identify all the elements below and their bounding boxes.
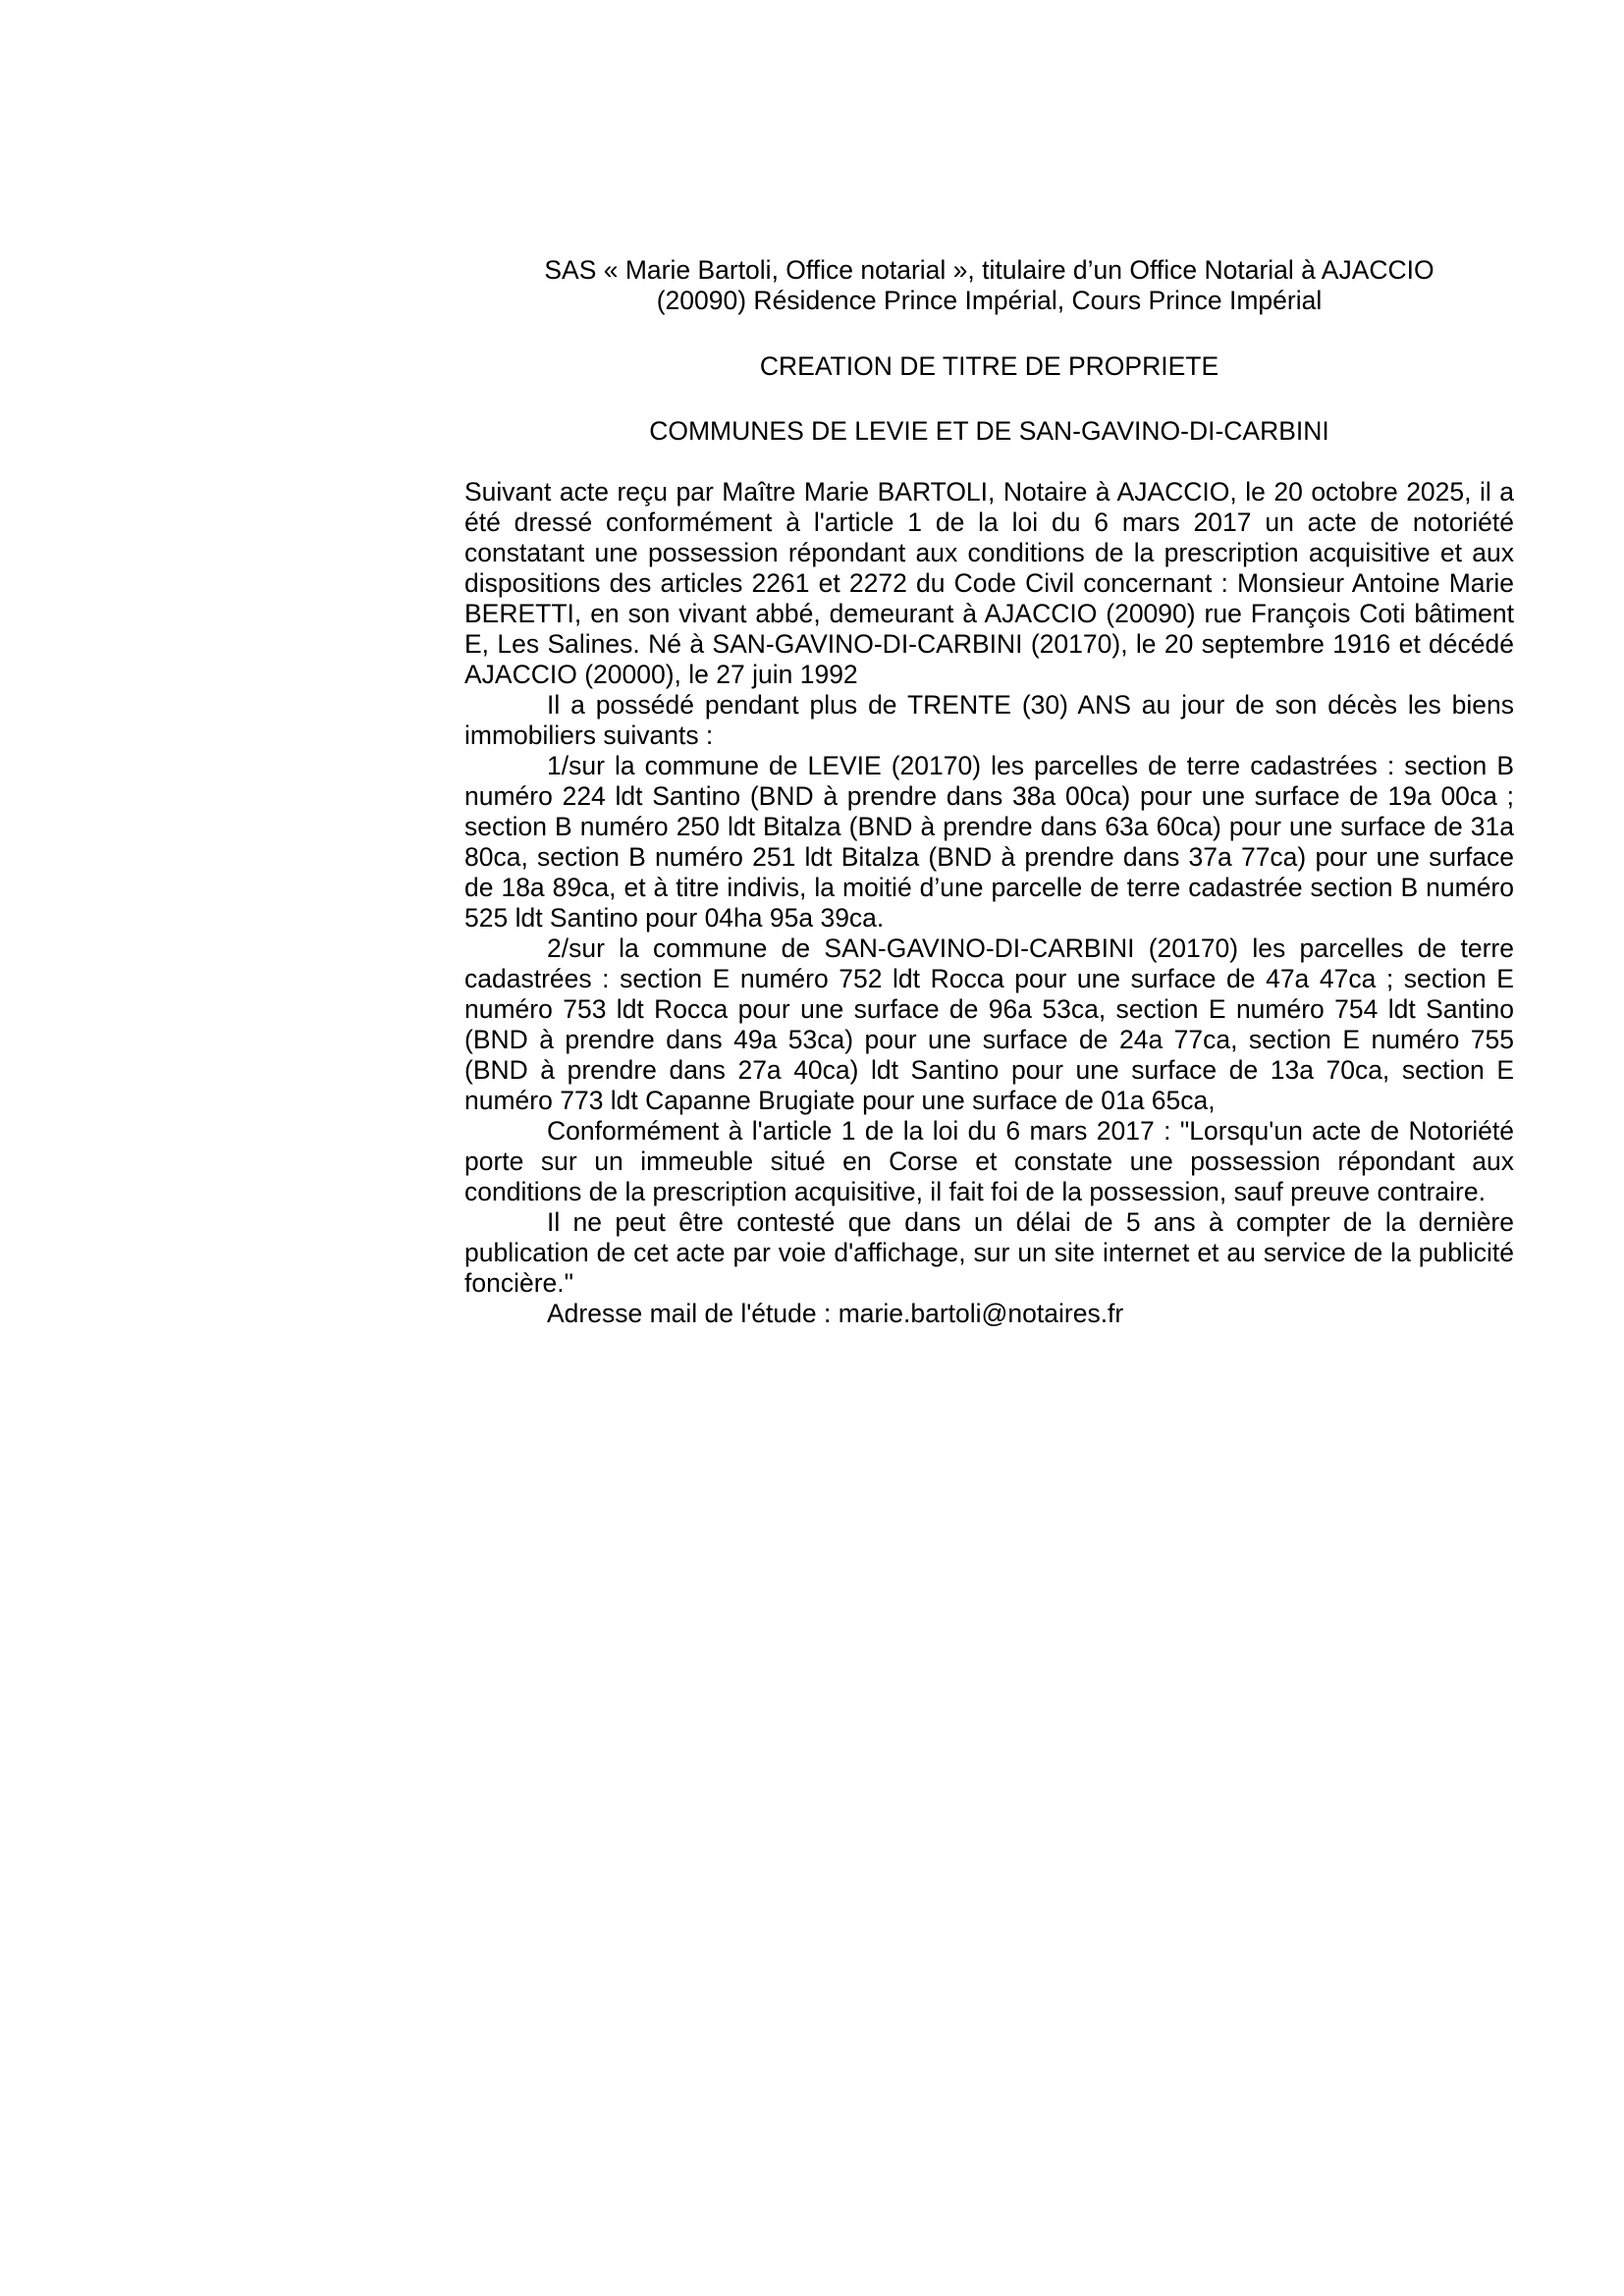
paragraph-delai-contestation: Il ne peut être contesté que dans un délai de 5 ans à compter de la dernière publication de cet acte par voie d'affichage, sur un site internet et au service de la publicité foncière.": [464, 1207, 1514, 1298]
document-body: [464, 477, 1514, 1329]
document-title: CREATION DE TITRE DE PROPRIETE: [759, 351, 1219, 381]
paragraph-adresse-mail: Adresse mail de l'étude : marie.bartoli@notaires.fr: [547, 1299, 1124, 1328]
office-header-line-2: (20090) Résidence Prince Impérial, Cours Prince Impérial: [656, 286, 1323, 315]
office-header-line-1: SAS « Marie Bartoli, Office notarial », titulaire d’un Office Notarial à AJACCIO: [544, 255, 1435, 285]
paragraph-article-loi: Conformément à l'article 1 de la loi du 6 mars 2017 : "Lorsqu'un acte de Notoriété porte sur un immeuble situé en Corse et constate une possession répondant aux conditions de la prescription acquisitive, il fait foi de la possession, sauf preuve contraire.: [464, 1116, 1514, 1206]
paragraph-parcelles-san-gavino: 2/sur la commune de SAN-GAVINO-DI-CARBINI (20170) les parcelles de terre cadastrées : section E numéro 752 ldt Rocca pour une surface de 47a 47ca ; section E numéro 753 ldt Rocca pour une surface de 96a 53ca, section E numéro 754 ldt Santino (BND à prendre dans 49a 53ca) pour une surface de 24a 77ca, section E numéro 755 (BND à prendre dans 27a 40ca) ldt Santino pour une surface de 13a 70ca, section E numéro 773 ldt Capanne Brugiate pour une surface de 01a 65ca,: [464, 934, 1514, 1115]
document-subtitle-communes: COMMUNES DE LEVIE ET DE SAN-GAVINO-DI-CARBINI: [649, 416, 1329, 446]
paragraph-parcelles-levie: 1/sur la commune de LEVIE (20170) les parcelles de terre cadastrées : section B numéro 224 ldt Santino (BND à prendre dans 38a 00ca) pour une surface de 19a 00ca ; section B numéro 250 ldt Bitalza (BND à prendre dans 63a 60ca) pour une surface de 31a 80ca, section B numéro 251 ldt Bitalza (BND à prendre dans 37a 77ca) pour une surface de 18a 89ca, et à titre indivis, la moitié d’une parcelle de terre cadastrée section B numéro 525 ldt Santino pour 04ha 95a 39ca.: [464, 751, 1514, 933]
paragraph-acte-notoriete: Suivant acte reçu par Maître Marie BARTOLI, Notaire à AJACCIO, le 20 octobre 2025, il a été dressé conformément à l'article 1 de la loi du 6 mars 2017 un acte de notoriété constatant une possession répondant aux conditions de la prescription acquisitive et aux dispositions des articles 2261 et 2272 du Code Civil concernant : Monsieur Antoine Marie BERETTI, en son vivant abbé, demeurant à AJACCIO (20090) rue François Coti bâtiment E, Les Salines. Né à SAN-GAVINO-DI-CARBINI (20170), le 20 septembre 1916 et décédé AJACCIO (20000), le 27 juin 1992: [464, 477, 1514, 689]
office-header: [464, 255, 1514, 316]
paragraph-possession: Il a possédé pendant plus de TRENTE (30) ANS au jour de son décès les biens immobiliers suivants :: [464, 690, 1514, 750]
